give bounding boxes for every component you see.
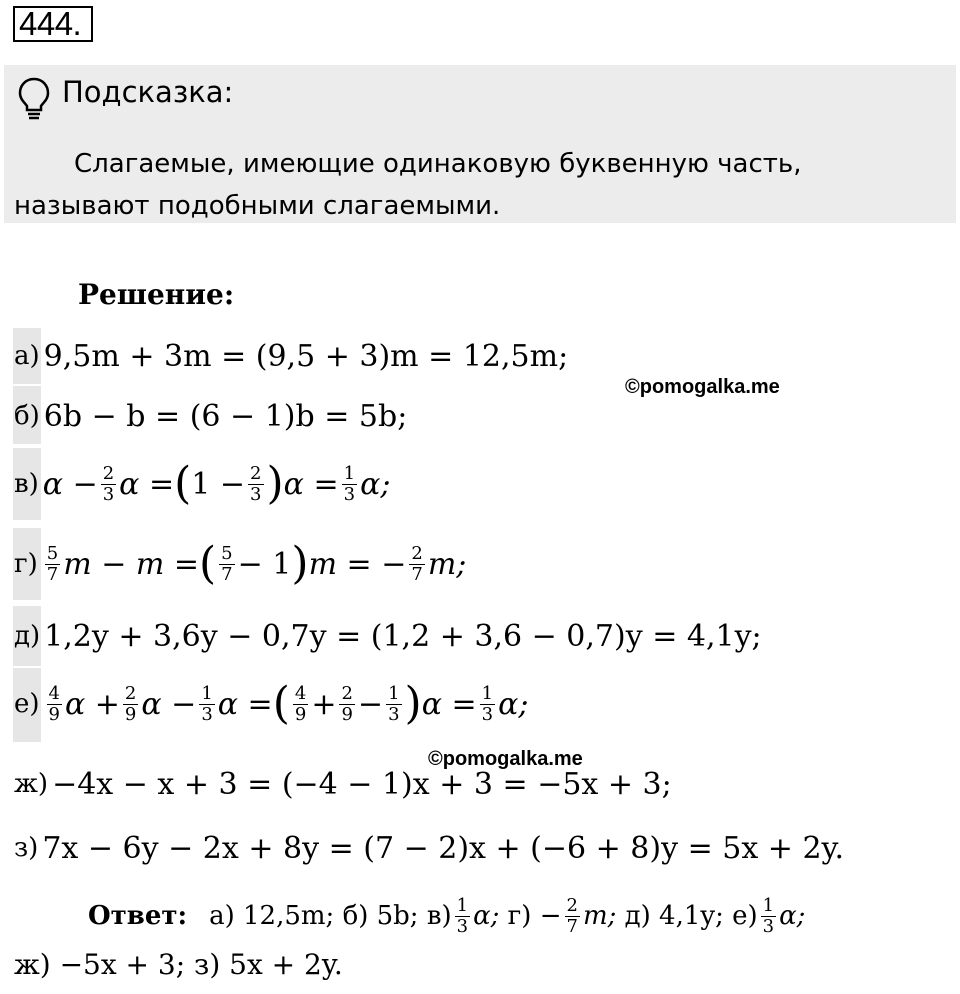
denominator: 7 xyxy=(411,563,423,585)
fraction xyxy=(342,464,357,505)
right-paren: ) xyxy=(291,538,309,589)
item-label: а) xyxy=(14,341,40,371)
expr-part: m; xyxy=(427,546,467,582)
solution-item-z xyxy=(14,816,844,880)
expr-part: m = − xyxy=(308,546,407,582)
fraction xyxy=(386,684,401,725)
expr-part: + xyxy=(311,686,337,722)
denominator: 9 xyxy=(48,703,60,725)
solution-item-d xyxy=(14,604,762,668)
denominator: 3 xyxy=(250,483,262,505)
fraction xyxy=(480,684,495,725)
answer-line-1 xyxy=(88,886,805,946)
denominator: 3 xyxy=(343,483,356,505)
denominator: 3 xyxy=(102,483,115,505)
hint-box xyxy=(4,65,956,223)
right-paren: ) xyxy=(266,458,284,509)
answer-part: а) 12,5m; xyxy=(209,901,335,931)
left-paren: ( xyxy=(272,678,290,729)
numerator: 1 xyxy=(456,894,469,916)
answer-line-2: ж) −5x + 3; з) 5x + 2y. xyxy=(14,948,343,981)
numerator: 1 xyxy=(201,682,213,704)
denominator: 3 xyxy=(481,703,494,725)
fraction xyxy=(761,896,776,937)
watermark: ©pomogalka.me xyxy=(625,376,780,398)
item-expression: 9,5m + 3m = (9,5 + 3)m = 12,5m; xyxy=(43,338,569,374)
denominator: 7 xyxy=(46,563,59,585)
numerator: 2 xyxy=(124,682,137,704)
expr-part: α; xyxy=(360,466,391,502)
numerator: 1 xyxy=(762,894,775,916)
denominator: 9 xyxy=(294,703,307,725)
item-expression: 1,2y + 3,6y − 0,7y = (1,2 + 3,6 − 0,7)y = 4,1y; xyxy=(44,618,762,654)
answer-part: б) 5b; xyxy=(342,901,419,931)
right-paren: ) xyxy=(404,678,422,729)
fraction xyxy=(565,896,580,937)
denominator: 9 xyxy=(341,703,353,725)
solution-title: Решение: xyxy=(78,278,235,311)
numerator: 1 xyxy=(343,462,356,484)
denominator: 3 xyxy=(762,915,775,937)
answer-part: д) 4,1y; xyxy=(624,901,724,931)
expr-part: − xyxy=(357,686,384,722)
answer-part: α; xyxy=(779,901,806,931)
denominator: 9 xyxy=(124,703,137,725)
fraction xyxy=(45,544,60,585)
expr-part: α; xyxy=(498,686,529,722)
left-paren: ( xyxy=(174,458,192,509)
item-label: д) xyxy=(14,621,41,651)
expr-part: m − m = xyxy=(63,546,199,582)
answer-part: е) xyxy=(732,901,758,931)
item-expression: 6b − b = (6 − 1)b = 5b; xyxy=(43,398,408,434)
item-expression: 7x − 6y − 2x + 8y = (7 − 2)x + (−6 + 8)y = 5x + 2y. xyxy=(42,830,845,866)
numerator: 2 xyxy=(566,894,578,916)
numerator: 2 xyxy=(341,682,353,704)
denominator: 3 xyxy=(201,703,213,725)
solution-item-zh xyxy=(14,752,672,816)
answer-part: в) xyxy=(426,901,452,931)
expr-part: α − xyxy=(42,466,98,502)
denominator: 3 xyxy=(388,703,400,725)
denominator: 7 xyxy=(221,563,233,585)
numerator: 5 xyxy=(221,542,233,564)
numerator: 1 xyxy=(388,682,400,704)
numerator: 2 xyxy=(250,462,262,484)
exercise-number: 444. xyxy=(13,6,93,42)
expr-part: α = xyxy=(283,466,339,502)
solution-item-a xyxy=(14,324,568,388)
numerator: 1 xyxy=(481,682,494,704)
expr-part: α = xyxy=(217,686,273,722)
fraction xyxy=(339,684,354,725)
solution-item-v xyxy=(14,452,390,516)
answer-part: α; xyxy=(473,901,500,931)
answer-title: Ответ: xyxy=(88,901,188,931)
expr-part: α = xyxy=(421,686,477,722)
solution-item-b xyxy=(14,384,407,448)
expr-part: α + xyxy=(64,686,120,722)
item-label: в) xyxy=(14,469,39,499)
lightbulb-icon xyxy=(18,77,50,121)
left-paren: ( xyxy=(199,538,217,589)
fraction xyxy=(123,684,138,725)
item-label: г) xyxy=(14,549,38,579)
watermark: ©pomogalka.me xyxy=(428,748,583,770)
expr-part: − 1 xyxy=(237,546,292,582)
numerator: 5 xyxy=(46,542,59,564)
item-label: б) xyxy=(14,401,40,431)
item-label: з) xyxy=(14,833,39,863)
fraction xyxy=(101,464,116,505)
solution-item-e xyxy=(14,672,528,736)
hint-line-2: называют подобными слагаемыми. xyxy=(14,191,501,221)
fraction xyxy=(293,684,308,725)
hint-text xyxy=(14,143,944,227)
numerator: 4 xyxy=(294,682,307,704)
denominator: 3 xyxy=(456,915,469,937)
numerator: 2 xyxy=(102,462,115,484)
fraction xyxy=(409,544,424,585)
hint-title: Подсказка: xyxy=(62,75,234,109)
fraction xyxy=(455,896,470,937)
numerator: 2 xyxy=(411,542,423,564)
answer-part: г) − xyxy=(507,901,562,931)
expr-part: 1 − xyxy=(191,466,246,502)
fraction xyxy=(47,684,62,725)
solution-item-g xyxy=(14,532,466,596)
item-expression: −4x − x + 3 = (−4 − 1)x + 3 = −5x + 3; xyxy=(52,766,672,802)
item-label: ж) xyxy=(14,769,49,799)
item-label: е) xyxy=(14,689,40,719)
answer-part: m; xyxy=(582,901,617,931)
fraction xyxy=(199,684,214,725)
expr-part: α − xyxy=(141,686,197,722)
fraction xyxy=(219,544,234,585)
numerator: 4 xyxy=(48,682,60,704)
hint-line-1: Слагаемые, имеющие одинаковую буквенную часть, xyxy=(74,149,802,179)
denominator: 7 xyxy=(566,915,578,937)
expr-part: α = xyxy=(119,466,175,502)
fraction xyxy=(248,464,263,505)
